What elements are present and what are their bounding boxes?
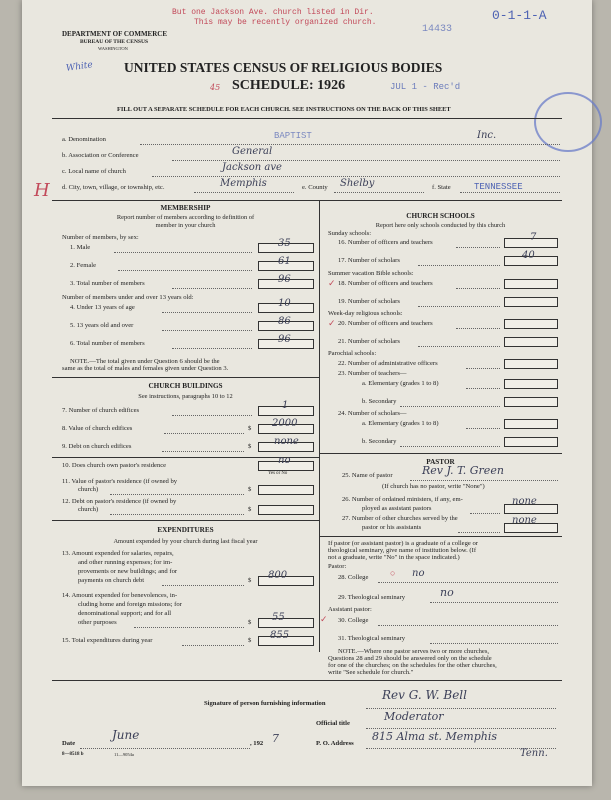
form-number: 0-1-1-A bbox=[492, 8, 547, 23]
q18-leader bbox=[456, 288, 500, 289]
date-value[interactable]: June bbox=[112, 728, 140, 742]
q24b-label: b. Secondary bbox=[362, 438, 397, 445]
city-label: d. City, town, village, or township, etc. bbox=[62, 184, 165, 191]
q3-label: 3. Total number of members bbox=[70, 280, 145, 287]
q22-leader bbox=[466, 368, 500, 369]
q11-label-2: church) bbox=[78, 486, 99, 493]
q26-value[interactable]: none bbox=[512, 496, 537, 507]
q29-line bbox=[430, 602, 558, 603]
q22-label: 22. Number of administrative officers bbox=[338, 360, 438, 367]
denomination-value[interactable]: BAPTIST bbox=[274, 131, 312, 141]
q16-value[interactable]: 7 bbox=[530, 232, 537, 243]
q24-label: 24. Number of scholars— bbox=[338, 410, 407, 417]
section-divider bbox=[319, 536, 562, 537]
year-prefix: , 192 bbox=[250, 740, 264, 747]
q9-value[interactable]: none bbox=[274, 436, 299, 447]
q14-label-1: 14. Amount expended for benevolences, in- bbox=[62, 592, 178, 599]
q27-label-2: pastor or his assistants bbox=[362, 524, 422, 531]
q30-label: 30. College bbox=[338, 617, 369, 624]
title-line bbox=[366, 728, 556, 729]
date-label: Date bbox=[62, 740, 76, 747]
signature-line bbox=[366, 708, 556, 709]
expenditures-heading: EXPENDITURES bbox=[157, 526, 214, 534]
q19-label: 19. Number of scholars bbox=[338, 298, 400, 305]
q4-leader bbox=[162, 312, 252, 313]
divider bbox=[52, 118, 562, 119]
city-value[interactable]: Memphis bbox=[220, 178, 267, 189]
pastor-heading: PASTOR bbox=[426, 458, 455, 466]
denomination-line bbox=[140, 144, 560, 145]
q17-value[interactable]: 40 bbox=[522, 250, 535, 261]
q26-label-1: 26. Number of ordained ministers, if any, em- bbox=[342, 496, 463, 503]
q23a-leader bbox=[466, 388, 500, 389]
q5-label: 5. 13 years old and over bbox=[70, 322, 134, 329]
q13-dollar: $ bbox=[248, 577, 252, 584]
typed-note-1: But one Jackson Ave. church listed in Dir. bbox=[172, 8, 374, 17]
census-form bbox=[22, 0, 592, 786]
q6-label: 6. Total number of members bbox=[70, 340, 145, 347]
membership-intro-2: member in your church bbox=[155, 222, 216, 229]
membership-note-2: same as the total of males and females given under Question 3. bbox=[62, 365, 229, 372]
q10-hint: Yes or No bbox=[268, 471, 288, 476]
q20-leader bbox=[456, 328, 500, 329]
q11-label-1: 11. Value of pastor's residence (if owned by bbox=[62, 478, 178, 485]
q8-label: 8. Value of church edifices bbox=[62, 425, 133, 432]
bureau-name: BUREAU OF THE CENSUS bbox=[80, 39, 149, 45]
q11-dollar: $ bbox=[248, 486, 252, 493]
q18-check-icon: ✓ bbox=[328, 278, 336, 288]
form-title: UNITED STATES CENSUS OF RELIGIOUS BODIES bbox=[124, 60, 443, 75]
q24a-leader bbox=[466, 428, 500, 429]
q9-dollar: $ bbox=[248, 443, 252, 450]
q5-leader bbox=[162, 330, 252, 331]
pastor-note-1: NOTE.—Where one pastor serves two or more churches, bbox=[338, 648, 490, 655]
q26-label-2: ployed as assistant pastors bbox=[362, 505, 432, 512]
q13-label-2: and other running expenses; for im- bbox=[78, 559, 173, 566]
q14-dollar: $ bbox=[248, 619, 252, 626]
q24a-field[interactable] bbox=[504, 419, 558, 429]
grad-note-3: not a graduate, write "No" in the space indicated.) bbox=[328, 554, 460, 561]
q7-label: 7. Number of church edifices bbox=[62, 407, 140, 414]
year-value[interactable]: 7 bbox=[272, 732, 279, 745]
q13-label-1: 13. Amount expended for salaries, repairs, bbox=[62, 550, 174, 557]
po-address-value[interactable]: 815 Alma st. Memphis bbox=[372, 730, 497, 743]
postmark-stamp-icon bbox=[534, 92, 602, 152]
q11-field[interactable] bbox=[258, 485, 314, 495]
race-annotation: White bbox=[65, 60, 94, 74]
q18-field[interactable] bbox=[504, 279, 558, 289]
q21-label: 21. Number of scholars bbox=[338, 338, 400, 345]
section-divider bbox=[319, 453, 562, 454]
buildings-intro: See instructions, paragraphs 10 to 12 bbox=[138, 393, 233, 400]
q6-value[interactable]: 96 bbox=[278, 334, 291, 345]
schools-intro: Report here only schools conducted by this church bbox=[375, 222, 506, 229]
q8-dollar: $ bbox=[248, 425, 252, 432]
pastor-note-2: Questions 28 and 29 should be answered only on the schedule bbox=[328, 655, 492, 662]
denomination-label: a. Denomination bbox=[62, 136, 106, 143]
city-line bbox=[194, 192, 294, 193]
dept-name: DEPARTMENT OF COMMERCE bbox=[62, 30, 168, 38]
q14-label-4: other purposes bbox=[78, 619, 117, 626]
q20-check-icon: ✓ bbox=[328, 318, 336, 328]
section-divider bbox=[52, 520, 319, 521]
form-code: 8—8518 b bbox=[62, 752, 84, 757]
schools-heading: CHURCH SCHOOLS bbox=[406, 212, 475, 220]
q12-leader bbox=[110, 514, 244, 515]
q2-leader bbox=[118, 270, 252, 271]
q5-value[interactable]: 86 bbox=[278, 316, 291, 327]
q23-label: 23. Number of teachers— bbox=[338, 370, 407, 377]
q18-label: 18. Number of officers and teachers bbox=[338, 280, 433, 287]
received-stamp: JUL 1 - Rec'd bbox=[390, 82, 461, 92]
q25-line bbox=[410, 480, 558, 481]
serial-number: 14433 bbox=[422, 24, 453, 35]
q14-field[interactable] bbox=[258, 618, 314, 628]
expenditures-intro: Amount expended by your church during last fiscal year bbox=[113, 538, 258, 545]
county-value[interactable]: Shelby bbox=[340, 178, 375, 189]
prefix-annotation: 45 bbox=[210, 83, 221, 92]
city-name: WASHINGTON bbox=[98, 46, 128, 51]
q16-label: 16. Number of officers and teachers bbox=[338, 239, 433, 246]
pastor-note-3: for one of the churches; on the schedules for the other churches, bbox=[328, 662, 497, 669]
q13-value[interactable]: 800 bbox=[268, 570, 288, 581]
q25-value[interactable]: Rev J. T. Green bbox=[422, 464, 504, 477]
q12-dollar: $ bbox=[248, 506, 252, 513]
q1-leader bbox=[114, 252, 252, 253]
q2-label: 2. Female bbox=[70, 262, 97, 269]
q12-label-1: 12. Debt on pastor's residence (if owned by bbox=[62, 498, 177, 505]
date-line bbox=[80, 748, 250, 749]
q4-value[interactable]: 10 bbox=[278, 298, 291, 309]
q14-value[interactable]: 55 bbox=[272, 612, 285, 623]
typed-note-2: This may be recently organized church. bbox=[194, 18, 377, 27]
q28-line bbox=[378, 582, 558, 583]
q11-leader bbox=[110, 494, 244, 495]
grad-note-2: theological seminary, give name of institution below. (If bbox=[328, 547, 477, 554]
signature-value[interactable]: Rev G. W. Bell bbox=[382, 688, 467, 702]
section-divider bbox=[52, 680, 562, 681]
state-label: f. State bbox=[432, 184, 451, 191]
q1-label: 1. Male bbox=[70, 244, 91, 251]
q15-label: 15. Total expenditures during year bbox=[62, 637, 153, 644]
title-label: Official title bbox=[316, 720, 350, 727]
association-line bbox=[172, 160, 560, 161]
q23b-label: b. Secondary bbox=[362, 398, 397, 405]
q27-leader bbox=[458, 532, 500, 533]
grad-note-1: If pastor (or assistant pastor) is a graduate of a college or bbox=[328, 540, 478, 547]
q21-field[interactable] bbox=[504, 337, 558, 347]
q23a-label: a. Elementary (grades 1 to 8) bbox=[362, 380, 439, 387]
q13-label-4: payments on church debt bbox=[78, 577, 145, 584]
q1-value[interactable]: 35 bbox=[278, 238, 291, 249]
assistant-label: Assistant pastor: bbox=[328, 606, 372, 613]
summer-label: Summer vacation Bible schools: bbox=[328, 270, 414, 277]
q4-label: 4. Under 13 years of age bbox=[70, 304, 135, 311]
q3-leader bbox=[172, 288, 252, 289]
q9-label: 9. Debt on church edifices bbox=[62, 443, 132, 450]
membership-heading: MEMBERSHIP bbox=[160, 204, 211, 212]
q30-check-icon: ✓ bbox=[320, 614, 328, 624]
signature-label: Signature of person furnishing information bbox=[204, 700, 326, 707]
q14-leader bbox=[134, 627, 244, 628]
weekday-label: Week-day religious schools: bbox=[328, 310, 403, 317]
q27-value[interactable]: none bbox=[512, 515, 537, 526]
by-sex-label: Number of members, by sex: bbox=[62, 234, 139, 241]
po-address-label: P. O. Address bbox=[316, 740, 354, 747]
q19-leader bbox=[418, 306, 500, 307]
margin-mark: H bbox=[34, 180, 50, 201]
state-value[interactable]: TENNESSEE bbox=[474, 182, 523, 192]
q27-label-1: 27. Number of other churches served by the bbox=[342, 515, 458, 522]
local-name-label: c. Local name of church bbox=[62, 168, 126, 175]
q17-leader bbox=[418, 265, 500, 266]
section-divider bbox=[52, 377, 319, 378]
q30-line bbox=[378, 625, 558, 626]
title-value[interactable]: Moderator bbox=[384, 710, 444, 723]
q7-leader bbox=[172, 415, 252, 416]
q9-leader bbox=[162, 451, 244, 452]
q22-field[interactable] bbox=[504, 359, 558, 369]
association-value[interactable]: General bbox=[232, 146, 273, 157]
q20-field[interactable] bbox=[504, 319, 558, 329]
q24b-leader bbox=[400, 446, 500, 447]
q7-value[interactable]: 1 bbox=[282, 400, 289, 411]
local-name-value[interactable]: Jackson ave bbox=[222, 162, 282, 173]
membership-note-1: NOTE.—The total given under Question 6 should be the bbox=[70, 358, 220, 365]
q24b-field[interactable] bbox=[504, 437, 558, 447]
column-divider bbox=[319, 200, 320, 652]
q29-label: 29. Theological seminary bbox=[338, 594, 406, 601]
q2-value[interactable]: 61 bbox=[278, 256, 291, 267]
q13-leader bbox=[162, 585, 244, 586]
county-line bbox=[334, 192, 424, 193]
q14-label-2: cluding home and foreign missions; for bbox=[78, 601, 182, 608]
q3-value[interactable]: 96 bbox=[278, 274, 291, 285]
po-address-value-2[interactable]: Tenn. bbox=[520, 748, 548, 759]
pastor-label: Pastor: bbox=[328, 563, 347, 570]
q10-value[interactable]: no bbox=[278, 455, 291, 466]
instructions: FILL OUT A SEPARATE SCHEDULE FOR EACH CHURCH. SEE INSTRUCTIONS ON THE BACK OF THIS SHEET bbox=[117, 106, 451, 113]
q31-line bbox=[430, 643, 558, 644]
q25-hint: (If church has no pastor, write "None") bbox=[382, 483, 485, 490]
q13-label-3: provements or new buildings; and for bbox=[78, 568, 178, 575]
q16-leader bbox=[456, 247, 500, 248]
q28-value[interactable]: no bbox=[412, 568, 425, 579]
q23b-leader bbox=[400, 406, 500, 407]
association-label: b. Association or Conference bbox=[62, 152, 139, 159]
q23a-field[interactable] bbox=[504, 379, 558, 389]
q12-field[interactable] bbox=[258, 505, 314, 515]
q26-leader bbox=[470, 513, 500, 514]
local-name-line bbox=[152, 176, 560, 177]
q20-label: 20. Number of officers and teachers bbox=[338, 320, 433, 327]
by-age-label: Number of members under and over 13 years old: bbox=[62, 294, 194, 301]
q8-leader bbox=[164, 433, 244, 434]
section-divider bbox=[52, 200, 562, 201]
q28-label: 28. College bbox=[338, 574, 369, 581]
q14-label-3: denominational support; and for all bbox=[78, 610, 172, 617]
q12-label-2: church) bbox=[78, 506, 99, 513]
denomination-suffix[interactable]: Inc. bbox=[477, 130, 497, 141]
schedule-title: SCHEDULE: 1926 bbox=[232, 78, 346, 93]
q6-leader bbox=[172, 348, 252, 349]
q25-label: 25. Name of pastor bbox=[342, 472, 393, 479]
q15-dollar: $ bbox=[248, 637, 252, 644]
print-code: 11—9054a bbox=[114, 752, 134, 757]
q29-value[interactable]: no bbox=[440, 586, 454, 599]
q21-leader bbox=[418, 346, 500, 347]
q23b-field[interactable] bbox=[504, 397, 558, 407]
county-label: e. County bbox=[302, 184, 328, 191]
q19-field[interactable] bbox=[504, 297, 558, 307]
sunday-label: Sunday schools: bbox=[328, 230, 372, 237]
q10-label: 10. Does church own pastor's residence bbox=[62, 462, 167, 469]
buildings-heading: CHURCH BUILDINGS bbox=[148, 382, 223, 390]
q28-mark-icon: ○ bbox=[390, 568, 396, 578]
q15-value[interactable]: 855 bbox=[270, 630, 290, 641]
membership-intro-1: Report number of members according to definition of bbox=[116, 214, 255, 221]
q15-leader bbox=[182, 645, 244, 646]
q17-label: 17. Number of scholars bbox=[338, 257, 400, 264]
q8-value[interactable]: 2000 bbox=[272, 418, 298, 429]
parochial-label: Parochial schools: bbox=[328, 350, 377, 357]
q31-label: 31. Theological seminary bbox=[338, 635, 406, 642]
pastor-note-4: write "See schedule for church." bbox=[328, 669, 414, 676]
q24a-label: a. Elementary (grades 1 to 8) bbox=[362, 420, 439, 427]
state-line bbox=[460, 192, 560, 193]
